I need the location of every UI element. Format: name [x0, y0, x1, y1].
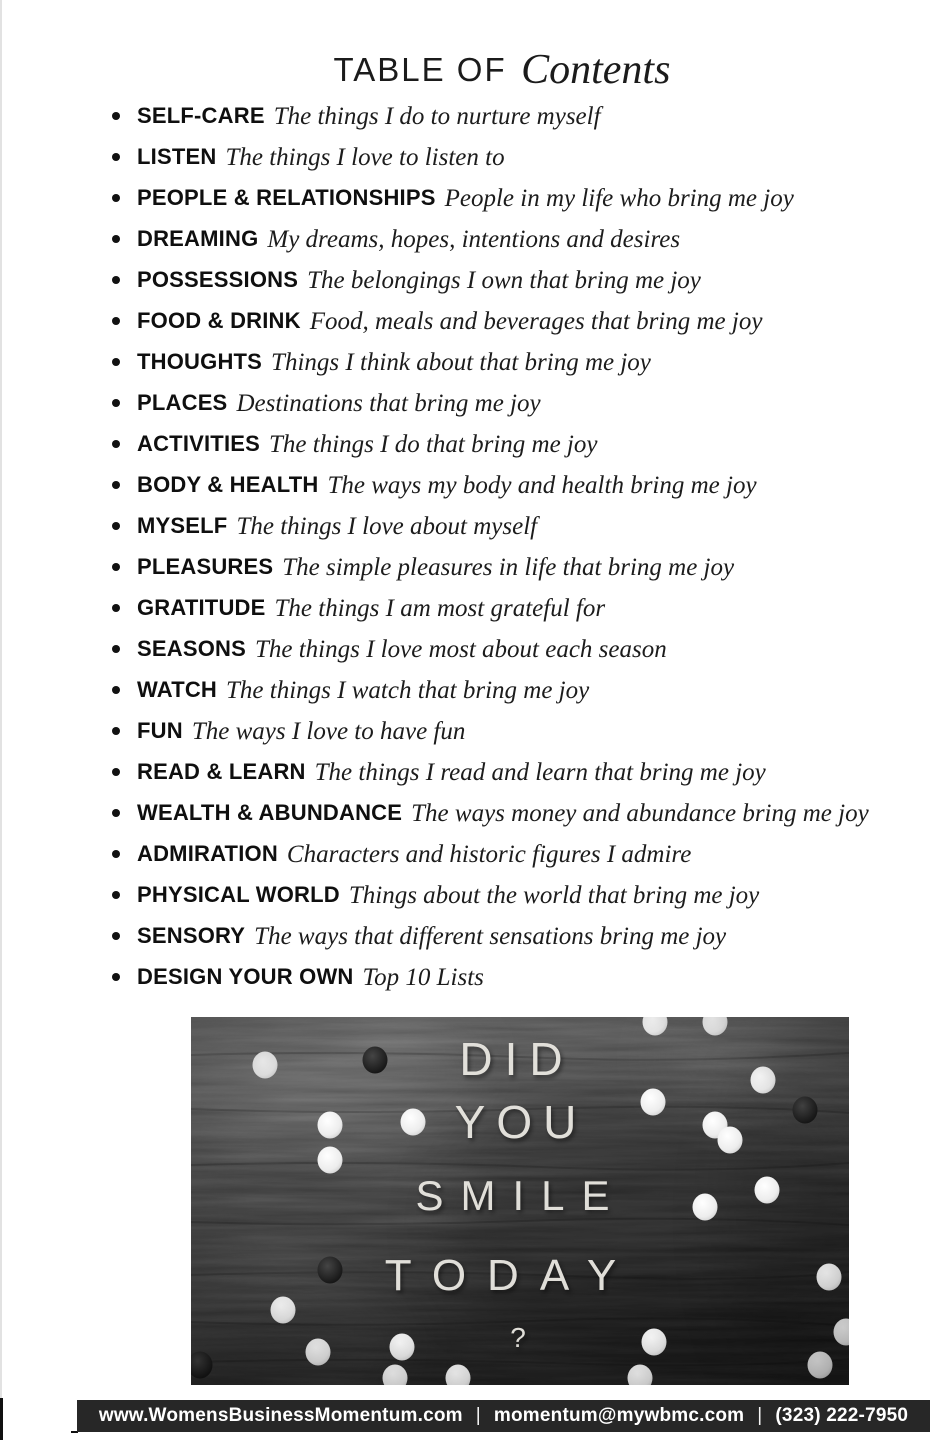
toc-description: The belongings I own that bring me joy — [307, 266, 701, 294]
toc-category-label: PEOPLE & RELATIONSHIPS — [137, 184, 436, 210]
bullet-icon — [112, 153, 120, 161]
toc-description: The things I love most about each season — [254, 635, 667, 663]
bullet-icon — [112, 809, 120, 817]
toc-category-label: LISTEN — [137, 143, 217, 169]
bullet-icon — [112, 194, 120, 202]
toc-item — [112, 751, 869, 792]
toc-item — [112, 546, 869, 587]
toc-description: The things I am most grateful for — [274, 594, 606, 622]
bullet-icon — [112, 563, 120, 571]
toc-description: Top 10 Lists — [362, 963, 484, 991]
toc-category-label: POSSESSIONS — [137, 266, 299, 292]
footer-separator: | — [475, 1405, 481, 1426]
toc-item — [112, 382, 869, 423]
toc-item — [112, 956, 869, 997]
toc-item — [112, 341, 869, 382]
bullet-icon — [112, 399, 120, 407]
toc-description: The ways that different sensations bring me joy — [254, 922, 727, 950]
toc-category-label: THOUGHTS — [137, 348, 263, 374]
toc-description: The things I watch that bring me joy — [226, 676, 590, 704]
toc-description: The things I love about myself — [236, 512, 538, 540]
toc-item — [112, 833, 869, 874]
toc-item — [112, 177, 869, 218]
toc-description: Food, meals and beverages that bring me joy — [309, 307, 763, 335]
toc-item — [112, 874, 869, 915]
bullet-icon — [112, 727, 120, 735]
page-title-script: Contents — [521, 47, 671, 93]
page-left-scan-edge — [0, 0, 2, 1440]
bullet-icon — [112, 522, 120, 530]
toc-description: Destinations that bring me joy — [236, 389, 541, 417]
bullet-icon — [112, 276, 120, 284]
toc-description: My dreams, hopes, intentions and desires — [267, 225, 681, 253]
toc-item — [112, 423, 869, 464]
toc-item — [112, 587, 869, 628]
footer-email: momentum@mywbmc.com — [493, 1405, 745, 1426]
toc-description: Things I think about that bring me joy — [271, 348, 651, 376]
toc-description: The things I do to nurture myself — [273, 102, 601, 130]
toc-description: The simple pleasures in life that bring me joy — [282, 553, 735, 581]
bullet-icon — [112, 686, 120, 694]
bullet-icon — [112, 112, 120, 120]
toc-category-label: WEALTH & ABUNDANCE — [137, 799, 403, 825]
toc-list — [112, 95, 869, 997]
toc-category-label: MYSELF — [137, 512, 228, 538]
bullet-icon — [112, 358, 120, 366]
toc-category-label: PHYSICAL WORLD — [137, 881, 340, 907]
toc-description: The things I love to listen to — [225, 143, 505, 171]
toc-item — [112, 505, 869, 546]
toc-item — [112, 628, 869, 669]
toc-description: Characters and historic figures I admire — [286, 840, 692, 868]
toc-category-label: WATCH — [137, 676, 218, 702]
toc-item — [112, 710, 869, 751]
toc-description: The ways my body and health bring me joy — [327, 471, 757, 499]
toc-item — [112, 218, 869, 259]
bullet-icon — [112, 317, 120, 325]
toc-description: People in my life who bring me joy — [444, 184, 794, 212]
toc-item — [112, 464, 869, 505]
toc-description: The ways money and abundance bring me joy — [411, 799, 869, 827]
toc-category-label: PLEASURES — [137, 553, 274, 579]
footer-phone: (323) 222-7950 — [775, 1405, 909, 1426]
footer-website: www.WomensBusinessMomentum.com — [98, 1405, 463, 1426]
toc-description: The things I read and learn that bring me joy — [314, 758, 766, 786]
photo-smile-today — [191, 1017, 849, 1385]
toc-description: Things about the world that bring me joy — [348, 881, 760, 909]
bullet-icon — [112, 973, 120, 981]
toc-item — [112, 915, 869, 956]
toc-description: The things I do that bring me joy — [269, 430, 598, 458]
bullet-icon — [112, 481, 120, 489]
bullet-icon — [112, 235, 120, 243]
toc-category-label: DREAMING — [137, 225, 259, 251]
toc-category-label: SEASONS — [137, 635, 246, 661]
toc-category-label: PLACES — [137, 389, 228, 415]
bullet-icon — [112, 645, 120, 653]
toc-category-label: ADMIRATION — [137, 840, 278, 866]
toc-category-label: READ & LEARN — [137, 758, 306, 784]
toc-category-label: GRATITUDE — [137, 594, 266, 620]
bullet-icon — [112, 604, 120, 612]
bullet-icon — [112, 440, 120, 448]
toc-category-label: BODY & HEALTH — [137, 471, 319, 497]
bullet-icon — [112, 850, 120, 858]
toc-category-label: DESIGN YOUR OWN — [137, 963, 354, 989]
toc-category-label: ACTIVITIES — [137, 430, 261, 456]
toc-item — [112, 669, 869, 710]
toc-description: The ways I love to have fun — [191, 717, 466, 745]
toc-item — [112, 300, 869, 341]
page-title-prefix: TABLE OF — [333, 51, 507, 88]
photo-vignette — [191, 1017, 849, 1385]
toc-category-label: SENSORY — [137, 922, 246, 948]
bullet-icon — [112, 932, 120, 940]
bullet-icon — [112, 768, 120, 776]
footer-bar — [77, 1400, 930, 1432]
bullet-icon — [112, 891, 120, 899]
footer-separator: | — [757, 1405, 763, 1426]
page-title — [37, 44, 930, 92]
toc-category-label: FUN — [137, 717, 183, 743]
toc-item — [112, 259, 869, 300]
toc-item — [112, 792, 869, 833]
toc-category-label: SELF-CARE — [137, 102, 265, 128]
toc-item — [112, 95, 869, 136]
toc-item — [112, 136, 869, 177]
toc-category-label: FOOD & DRINK — [137, 307, 301, 333]
page-corner-artifact — [0, 1398, 3, 1440]
